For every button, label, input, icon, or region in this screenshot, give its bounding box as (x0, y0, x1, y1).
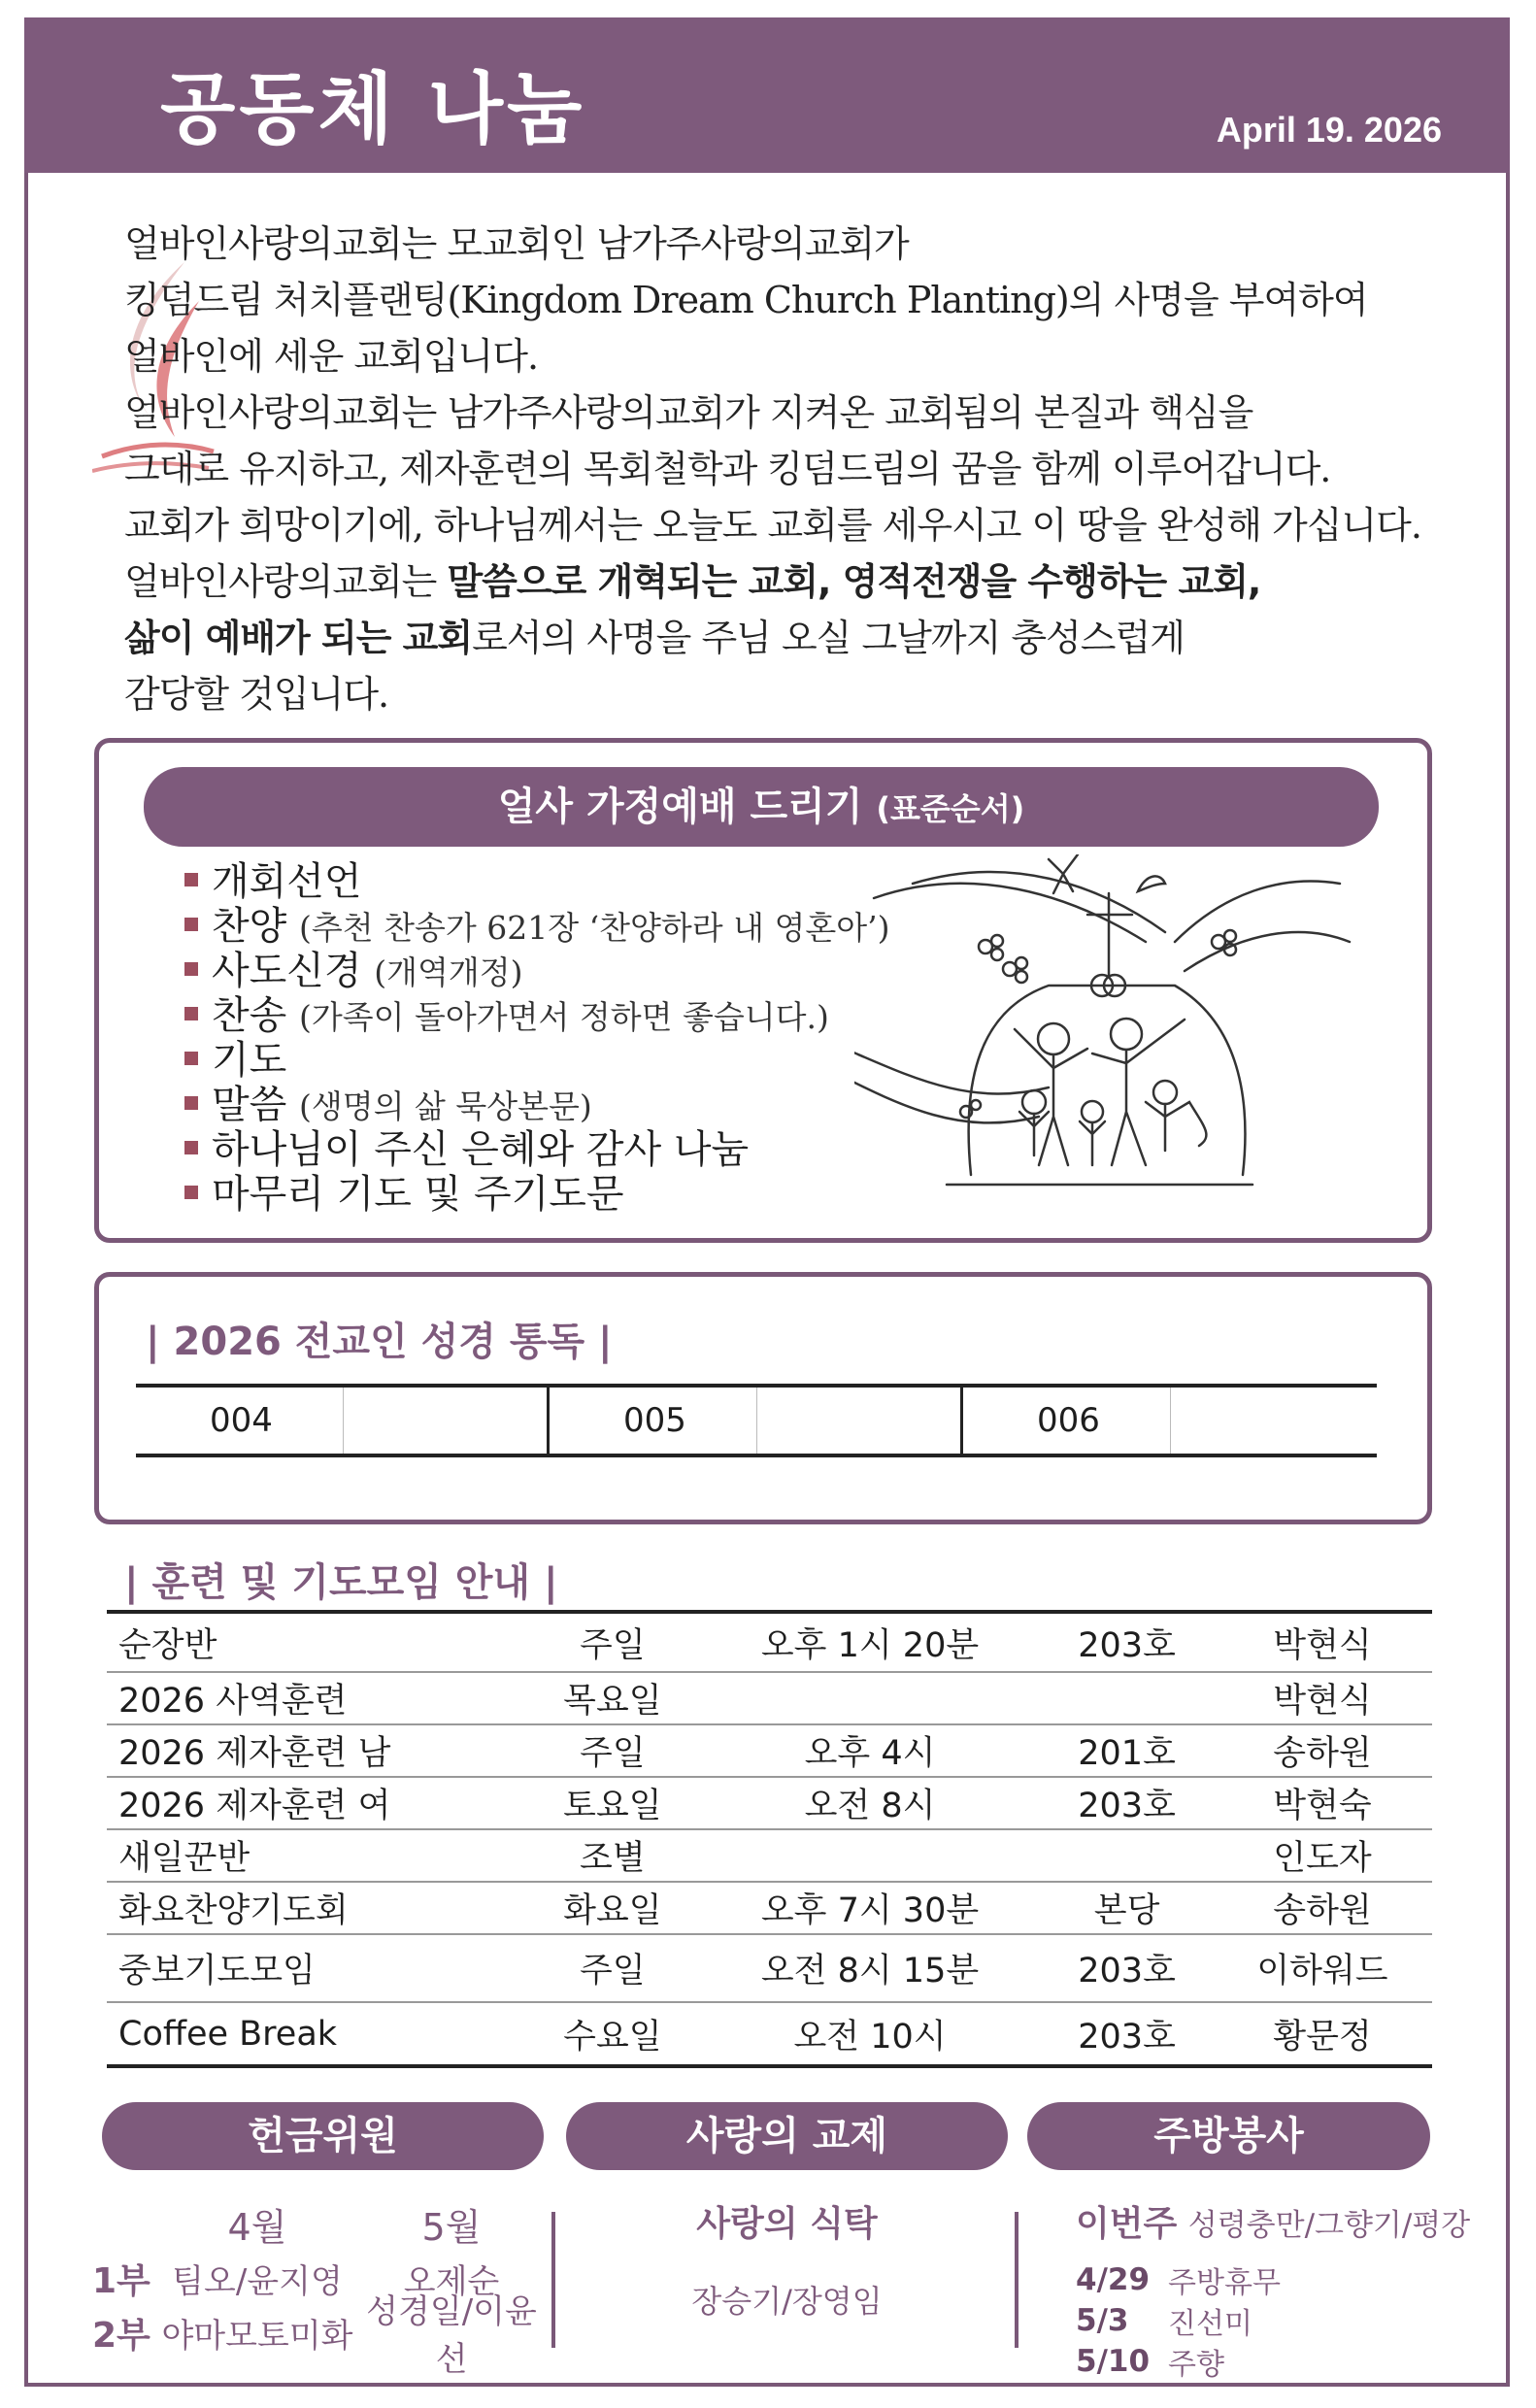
training-name: 2026 제자훈련 여 (118, 1787, 391, 1825)
item-label: 사도신경 (212, 949, 362, 993)
square-bullet-icon (184, 918, 198, 931)
mission-bold-2: 삶이 예배가 되는 교회 (124, 617, 473, 659)
bible-cell-number: 005 (550, 1388, 757, 1454)
item-label: 찬송 (212, 993, 287, 1038)
list-item (184, 993, 889, 1038)
list-item (184, 859, 889, 904)
header-bar (24, 17, 1510, 173)
mission-end: 감당할 것입니다. (124, 673, 389, 716)
bible-cell-blank (344, 1388, 550, 1454)
training-time: 오후 1시 20분 (760, 1625, 980, 1665)
training-leader: 송하원 (1273, 1734, 1372, 1773)
page-title: 공동체 나눔 (160, 63, 586, 154)
service-label: 2부 (92, 2315, 150, 2356)
item-label: 마무리 기도 및 주기도문 (212, 1172, 624, 1217)
training-day: 주일 (580, 1734, 646, 1773)
list-item (184, 1083, 889, 1127)
square-bullet-icon (184, 1007, 198, 1020)
service-label: 1부 (92, 2260, 150, 2301)
kitchen-name: 진선미 (1168, 2307, 1252, 2341)
training-leader: 박현숙 (1273, 1787, 1372, 1825)
item-note: (가족이 돌아가면서 정하면 좋습니다.) (299, 998, 829, 1036)
kitchen-name: 주향 (1168, 2348, 1224, 2382)
training-room: 203호 (1078, 2017, 1176, 2057)
kitchen-name: 주방휴무 (1168, 2266, 1281, 2300)
offering-schedule (92, 2196, 549, 2379)
offering-names: 야마모토미화 (161, 2316, 353, 2356)
training-room: 203호 (1078, 1625, 1176, 1665)
intro-line: 그대로 유지하고, 제자훈련의 목회철학과 킹덤드림의 꿈을 함께 이루어갑니다. (124, 448, 1331, 490)
mission-line (124, 553, 1484, 610)
offering-names: 성경일/이윤선 (366, 2292, 537, 2379)
date-label: April 19. 2026 (1216, 110, 1442, 150)
love-names: 장승기/장영임 (691, 2283, 883, 2320)
list-item (184, 1172, 889, 1217)
item-label: 개회선언 (212, 859, 362, 904)
item-note: (생명의 삶 묵상본문) (299, 1087, 592, 1125)
square-bullet-icon (184, 1186, 198, 1199)
table-row (107, 1672, 1432, 1724)
training-time: 오전 10시 (793, 2017, 947, 2057)
item-label: 기도 (212, 1038, 287, 1083)
training-day: 수요일 (563, 2017, 662, 2057)
training-name: 2026 사역훈련 (118, 1682, 348, 1721)
training-time: 오후 4시 (804, 1734, 936, 1773)
square-bullet-icon (184, 1052, 198, 1065)
list-item (184, 949, 889, 993)
training-name: 순장반 (118, 1625, 217, 1665)
this-week-names: 성령충만/그향기/평강 (1187, 2208, 1471, 2243)
training-name: 화요찬양기도회 (118, 1891, 349, 1930)
this-week-label: 이번주 (1076, 2204, 1178, 2244)
square-bullet-icon (184, 1141, 198, 1154)
bible-reading-title: | 2026 전교인 성경 통독 | (146, 1320, 613, 1364)
item-label: 말씀 (212, 1083, 287, 1127)
kitchen-this-week (1076, 2196, 1484, 2246)
training-name: 중보기도모임 (118, 1952, 316, 1990)
training-room: 본당 (1093, 1891, 1160, 1930)
training-leader: 인도자 (1273, 1839, 1372, 1878)
love-table-label: 사랑의 식탁 (696, 2204, 878, 2244)
kitchen-row (1076, 2300, 1484, 2341)
training-time (699, 1672, 1041, 1724)
training-time: 오전 8시 15분 (760, 1952, 980, 1990)
intro-line: 얼바인사랑의교회는 모교회인 남가주사랑의교회가 (124, 222, 909, 265)
offering-names: 오제순 (403, 2261, 500, 2301)
table-row (107, 2002, 1432, 2066)
kitchen-date: 4/29 (1076, 2262, 1151, 2297)
training-room: 201호 (1078, 1734, 1176, 1773)
training-leader: 송하원 (1273, 1891, 1372, 1930)
square-bullet-icon (184, 1096, 198, 1110)
training-day: 목요일 (563, 1682, 662, 1721)
kitchen-schedule (1076, 2196, 1484, 2382)
training-leader: 이하워드 (1256, 1952, 1388, 1990)
training-day: 조별 (580, 1839, 646, 1878)
training-day: 주일 (580, 1625, 646, 1665)
training-room: 203호 (1078, 1787, 1176, 1825)
training-day: 화요일 (563, 1891, 662, 1930)
bible-cell-number: 004 (136, 1388, 344, 1454)
offering-row (92, 2292, 549, 2379)
training-name: Coffee Break (118, 2014, 338, 2054)
intro-line: 교회가 희망이기에, 하나님께서는 오늘도 교회를 세우시고 이 땅을 완성해 가십니다. (124, 504, 1421, 547)
offering-month: 5월 (421, 2205, 482, 2249)
table-row (107, 1724, 1432, 1777)
mission-bold-1: 말씀으로 개혁되는 교회, 영적전쟁을 수행하는 교회, (447, 560, 1261, 603)
mission-suffix: 로서의 사명을 주님 오실 그날까지 충성스럽게 (472, 617, 1185, 659)
square-bullet-icon (184, 873, 198, 886)
training-leader: 황문정 (1273, 2017, 1372, 2057)
training-room: 203호 (1078, 1952, 1176, 1990)
list-item (184, 1038, 889, 1083)
intro-line: 얼바인에 세운 교회입니다. (124, 335, 539, 378)
mission-prefix: 얼바인사랑의교회는 (124, 560, 448, 603)
training-table (107, 1610, 1432, 2068)
training-room (1041, 1829, 1213, 1882)
kitchen-date: 5/3 (1076, 2303, 1129, 2338)
square-bullet-icon (184, 962, 198, 976)
training-time: 오전 8시 (804, 1787, 936, 1825)
kitchen-title-pill: 주방봉사 (1027, 2102, 1430, 2170)
intro-line: 킹덤드림 처치플랜팅(Kingdom Dream Church Planting)의 사명을 부여하여 (124, 279, 1368, 321)
intro-line: 얼바인사랑의교회는 남가주사랑의교회가 지켜온 교회됨의 본질과 핵심을 (124, 391, 1253, 434)
training-room (1041, 1672, 1213, 1724)
training-day: 주일 (580, 1952, 646, 1990)
training-day: 토요일 (563, 1787, 662, 1825)
kitchen-row (1076, 2259, 1484, 2300)
training-leader: 박현식 (1273, 1625, 1372, 1665)
training-leader: 박현식 (1273, 1682, 1372, 1721)
training-name: 2026 제자훈련 남 (118, 1734, 391, 1773)
item-label: 찬양 (212, 904, 287, 949)
offering-header-row (92, 2196, 549, 2251)
kitchen-date: 5/10 (1076, 2344, 1151, 2379)
kitchen-row (1076, 2341, 1484, 2382)
item-label: 하나님이 주신 은혜와 감사 나눔 (212, 1127, 750, 1172)
item-note: (개역개정) (374, 953, 523, 991)
mission-line (124, 610, 1484, 666)
training-name: 새일꾼반 (118, 1839, 250, 1878)
table-row (107, 1777, 1432, 1829)
worship-title: 얼사 가정예배 드리기 (497, 785, 863, 829)
training-title: | 훈련 및 기도모임 안내 | (124, 1560, 558, 1605)
table-row (107, 1612, 1432, 1672)
table-row (107, 1934, 1432, 2002)
table-row (107, 1829, 1432, 1882)
column-divider (1015, 2212, 1018, 2348)
table-row (107, 1882, 1432, 1934)
intro-text (124, 216, 1484, 722)
bible-cell-blank (757, 1388, 963, 1454)
training-time: 오후 7시 30분 (760, 1891, 980, 1930)
worship-subtitle: (표준순서) (876, 790, 1025, 827)
list-item (184, 1127, 889, 1172)
worship-title-pill (144, 767, 1379, 847)
item-note: (추천 찬송가 621장 ‘찬양하라 내 영혼아’) (299, 909, 890, 947)
training-time (699, 1829, 1041, 1882)
love-title-pill: 사랑의 교제 (566, 2102, 1008, 2170)
bible-cell-number: 006 (963, 1388, 1171, 1454)
worship-order-list (184, 859, 889, 1217)
family-church-illustration (854, 854, 1359, 1223)
offering-names: 팀오/윤지영 (172, 2261, 343, 2301)
list-item (184, 904, 889, 949)
bible-reading-table (136, 1384, 1377, 1457)
offering-title-pill: 헌금위원 (102, 2102, 544, 2170)
column-divider (551, 2212, 555, 2348)
offering-month: 4월 (227, 2205, 287, 2249)
bible-cell-blank (1171, 1388, 1377, 1454)
